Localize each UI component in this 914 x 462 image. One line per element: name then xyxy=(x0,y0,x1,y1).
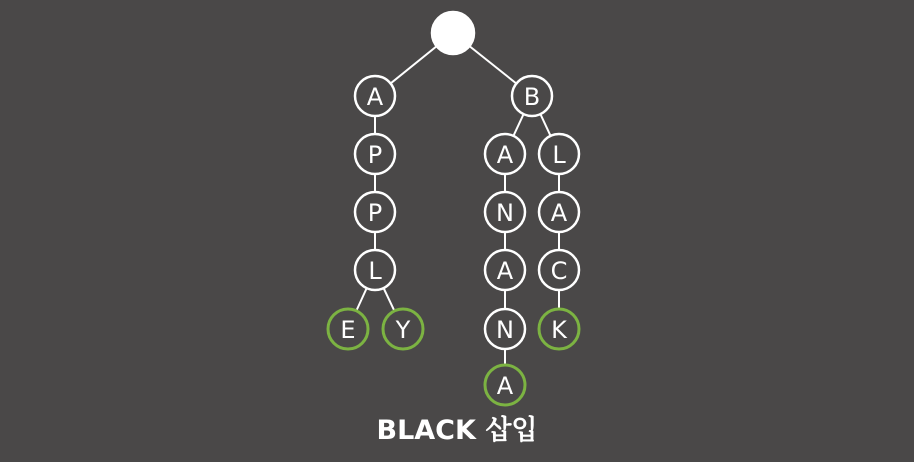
node-label: A xyxy=(550,199,568,227)
trie-node-bla xyxy=(539,192,579,232)
node-label: P xyxy=(367,199,383,227)
node-label: A xyxy=(496,257,514,285)
node-label: A xyxy=(496,141,514,169)
node-label: B xyxy=(523,83,541,111)
node-label: A xyxy=(366,83,384,111)
trie-node-e1 xyxy=(328,309,368,349)
trie-node-l1 xyxy=(355,250,395,290)
trie-node-bana xyxy=(485,250,525,290)
node-label: K xyxy=(551,316,567,344)
trie-node-p2 xyxy=(355,192,395,232)
trie-node-p1 xyxy=(355,134,395,174)
trie-node-black xyxy=(539,309,579,349)
trie-node-ba xyxy=(485,134,525,174)
trie-node-b1 xyxy=(512,76,552,116)
trie-node-y1 xyxy=(383,309,423,349)
node-label: N xyxy=(496,199,514,227)
node-label: L xyxy=(368,257,382,285)
diagram-caption: BLACK 삽입 xyxy=(376,415,538,446)
node-label: Y xyxy=(395,316,411,344)
node-label: E xyxy=(340,316,356,344)
trie-node-bl xyxy=(539,134,579,174)
trie-node-blac xyxy=(539,250,579,290)
trie-node-a1 xyxy=(355,76,395,116)
trie-nodes xyxy=(328,12,579,405)
node-label: C xyxy=(550,257,568,285)
trie-node-banan xyxy=(485,309,525,349)
trie-root-node xyxy=(432,12,474,54)
node-circle xyxy=(432,12,474,54)
trie-node-ban xyxy=(485,192,525,232)
node-label: N xyxy=(496,316,514,344)
node-label: L xyxy=(552,141,566,169)
node-label: P xyxy=(367,141,383,169)
node-label: A xyxy=(496,372,514,400)
trie-node-banana xyxy=(485,365,525,405)
